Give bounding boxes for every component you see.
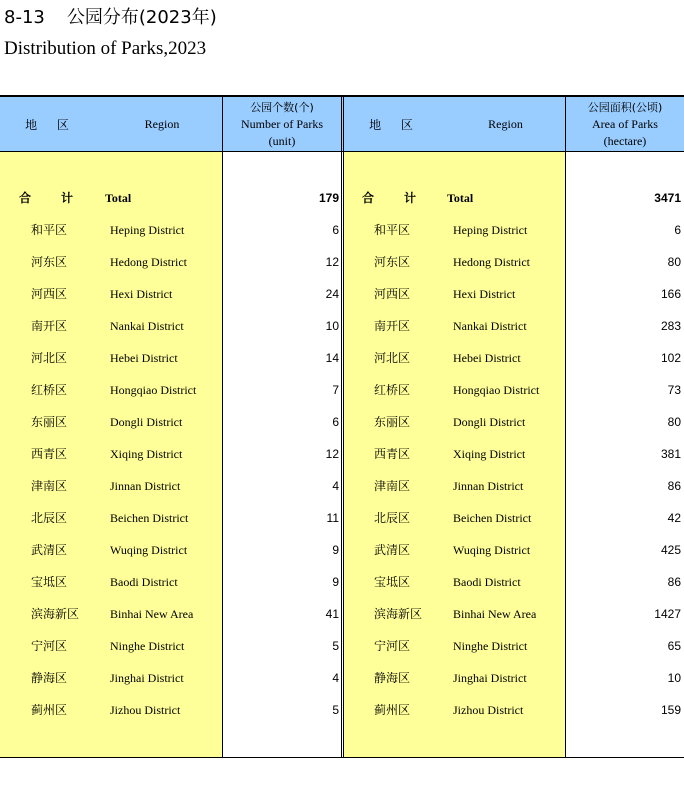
- park-area-value: 166: [660, 287, 681, 301]
- region-name-en: Hongqiao District: [453, 383, 540, 397]
- park-count-value: 12: [325, 447, 339, 461]
- region-name-en: Wuqing District: [453, 543, 531, 557]
- region-name-en: Xiqing District: [110, 447, 183, 461]
- park-count-value: 6: [332, 415, 339, 429]
- header-region-en: Region: [488, 116, 523, 131]
- table-row: [0, 534, 684, 566]
- region-name-zh: 西青区: [31, 447, 68, 461]
- header-park-count-en: Number of Parks: [241, 116, 323, 131]
- region-name-zh: 北辰区: [31, 511, 68, 525]
- region-name-en: Jizhou District: [453, 703, 524, 717]
- park-area-value: 86: [667, 575, 681, 589]
- park-area-value: 159: [660, 703, 681, 717]
- table-subtitle: Distribution of Parks,2023: [4, 38, 207, 59]
- region-name-zh: 滨海新区: [374, 607, 423, 621]
- region-name-en: Hongqiao District: [110, 383, 197, 397]
- region-name-zh: 西青区: [374, 447, 411, 461]
- table-row: [0, 278, 684, 310]
- park-area-value: 3471: [654, 191, 681, 205]
- region-name-zh: 红桥区: [374, 383, 411, 397]
- park-area-value: 73: [667, 383, 681, 397]
- region-name-zh: 静海区: [31, 671, 68, 685]
- region-name-zh: 东丽区: [31, 415, 68, 429]
- region-name-en: Jinghai District: [453, 671, 527, 685]
- park-area-value: 381: [660, 447, 681, 461]
- park-count-value: 7: [332, 383, 339, 397]
- region-name-en: Total: [105, 191, 132, 205]
- header-region-zh: 地 区: [369, 117, 421, 132]
- region-name-zh: 蓟州区: [31, 703, 68, 717]
- park-count-value: 10: [325, 319, 339, 333]
- table-row: [0, 694, 684, 726]
- region-name-en: Xiqing District: [453, 447, 526, 461]
- table-row: [0, 246, 684, 278]
- region-name-zh: 和平区: [31, 223, 68, 237]
- region-name-en: Ninghe District: [110, 639, 185, 653]
- park-count-value: 5: [332, 703, 339, 717]
- park-count-value: 24: [325, 287, 339, 301]
- region-name-zh: 蓟州区: [374, 703, 411, 717]
- table-title: [4, 4, 217, 32]
- header-park-area-unit: (hectare): [603, 133, 647, 148]
- park-area-value: 42: [667, 511, 681, 525]
- region-name-en: Jinghai District: [110, 671, 184, 685]
- region-name-en: Nankai District: [110, 319, 184, 333]
- table-row: [0, 406, 684, 438]
- table-row: [0, 470, 684, 502]
- table-row: [0, 630, 684, 662]
- park-count-value: 41: [325, 607, 339, 621]
- region-name-zh: 南开区: [374, 319, 411, 333]
- region-name-zh: 河东区: [374, 255, 411, 269]
- region-name-en: Heping District: [110, 223, 185, 237]
- region-name-zh: 合计: [362, 191, 447, 205]
- park-area-value: 102: [660, 351, 681, 365]
- region-name-zh: 河北区: [31, 351, 68, 365]
- region-name-en: Beichen District: [453, 511, 532, 525]
- region-name-zh: 河西区: [31, 287, 68, 301]
- region-name-en: Beichen District: [110, 511, 189, 525]
- region-name-zh: 宁河区: [31, 639, 68, 653]
- park-count-value: 12: [325, 255, 339, 269]
- header-park-count: [223, 97, 341, 151]
- table-row: [0, 214, 684, 246]
- region-name-en: Binhai New Area: [110, 607, 194, 621]
- region-name-zh: 南开区: [31, 319, 68, 333]
- table-row: [0, 566, 684, 598]
- region-name-zh: 河西区: [374, 287, 411, 301]
- park-count-value: 6: [332, 223, 339, 237]
- region-name-en: Nankai District: [453, 319, 527, 333]
- park-area-value: 86: [667, 479, 681, 493]
- region-name-en: Heping District: [453, 223, 528, 237]
- park-area-value: 6: [674, 223, 681, 237]
- region-name-en: Jinnan District: [453, 479, 524, 493]
- region-name-zh: 津南区: [31, 479, 68, 493]
- region-name-zh: 静海区: [374, 671, 411, 685]
- region-name-zh: 河东区: [31, 255, 68, 269]
- region-name-en: Hedong District: [110, 255, 187, 269]
- header-park-area-zh: 公园面积(公顷): [587, 100, 663, 114]
- region-name-en: Baodi District: [110, 575, 178, 589]
- region-name-en: Hebei District: [453, 351, 521, 365]
- table-number: 8-13: [4, 7, 45, 28]
- header-region-en: Region: [144, 116, 180, 131]
- table-row: [0, 598, 684, 630]
- region-name-zh: 河北区: [374, 351, 411, 365]
- region-name-zh: 滨海新区: [31, 607, 80, 621]
- header-park-count-zh: 公园个数(个): [250, 100, 314, 114]
- region-name-en: Dongli District: [110, 415, 183, 429]
- header-region-zh: 地 区: [25, 117, 77, 132]
- park-area-value: 80: [667, 415, 681, 429]
- header-park-area-en: Area of Parks: [592, 116, 658, 131]
- region-name-en: Dongli District: [453, 415, 526, 429]
- total-row: [0, 182, 684, 214]
- park-count-value: 9: [332, 543, 339, 557]
- region-name-zh: 和平区: [374, 223, 411, 237]
- region-name-en: Hexi District: [453, 287, 516, 301]
- park-area-value: 1427: [654, 607, 681, 621]
- region-name-zh: 北辰区: [374, 511, 411, 525]
- park-area-value: 425: [660, 543, 681, 557]
- region-name-zh: 宁河区: [374, 639, 411, 653]
- region-name-en: Hexi District: [110, 287, 173, 301]
- park-count-value: 4: [332, 671, 339, 685]
- table-title-text: 公园分布(2023年): [66, 7, 217, 28]
- table-row: [0, 342, 684, 374]
- region-name-zh: 宝坻区: [374, 575, 411, 589]
- table-row: [0, 374, 684, 406]
- bottom-rule: [0, 757, 684, 758]
- region-name-en: Ninghe District: [453, 639, 528, 653]
- region-name-zh: 津南区: [374, 479, 411, 493]
- table-row: [0, 438, 684, 470]
- region-name-zh: 宝坻区: [31, 575, 68, 589]
- park-count-value: 4: [332, 479, 339, 493]
- region-name-zh: 武清区: [374, 543, 411, 557]
- park-area-value: 283: [660, 319, 681, 333]
- park-count-value: 5: [332, 639, 339, 653]
- region-name-en: Hebei District: [110, 351, 178, 365]
- table-row: [0, 662, 684, 694]
- region-name-zh: 东丽区: [374, 415, 411, 429]
- region-name-zh: 合计: [19, 191, 104, 205]
- header-park-area: [566, 97, 684, 151]
- table-row: [0, 310, 684, 342]
- header-park-count-unit: (unit): [268, 133, 296, 148]
- park-area-value: 65: [667, 639, 681, 653]
- park-count-value: 14: [325, 351, 339, 365]
- park-count-value: 11: [326, 511, 339, 525]
- park-count-value: 179: [318, 191, 339, 205]
- park-count-value: 9: [332, 575, 339, 589]
- region-name-zh: 武清区: [31, 543, 68, 557]
- region-name-en: Jizhou District: [110, 703, 181, 717]
- region-name-zh: 红桥区: [31, 383, 68, 397]
- park-area-value: 10: [667, 671, 681, 685]
- park-area-value: 80: [667, 255, 681, 269]
- region-name-en: Hedong District: [453, 255, 530, 269]
- region-name-en: Jinnan District: [110, 479, 181, 493]
- region-name-en: Baodi District: [453, 575, 521, 589]
- region-name-en: Wuqing District: [110, 543, 188, 557]
- region-name-en: Total: [447, 191, 474, 205]
- table-row: [0, 502, 684, 534]
- region-name-en: Binhai New Area: [453, 607, 537, 621]
